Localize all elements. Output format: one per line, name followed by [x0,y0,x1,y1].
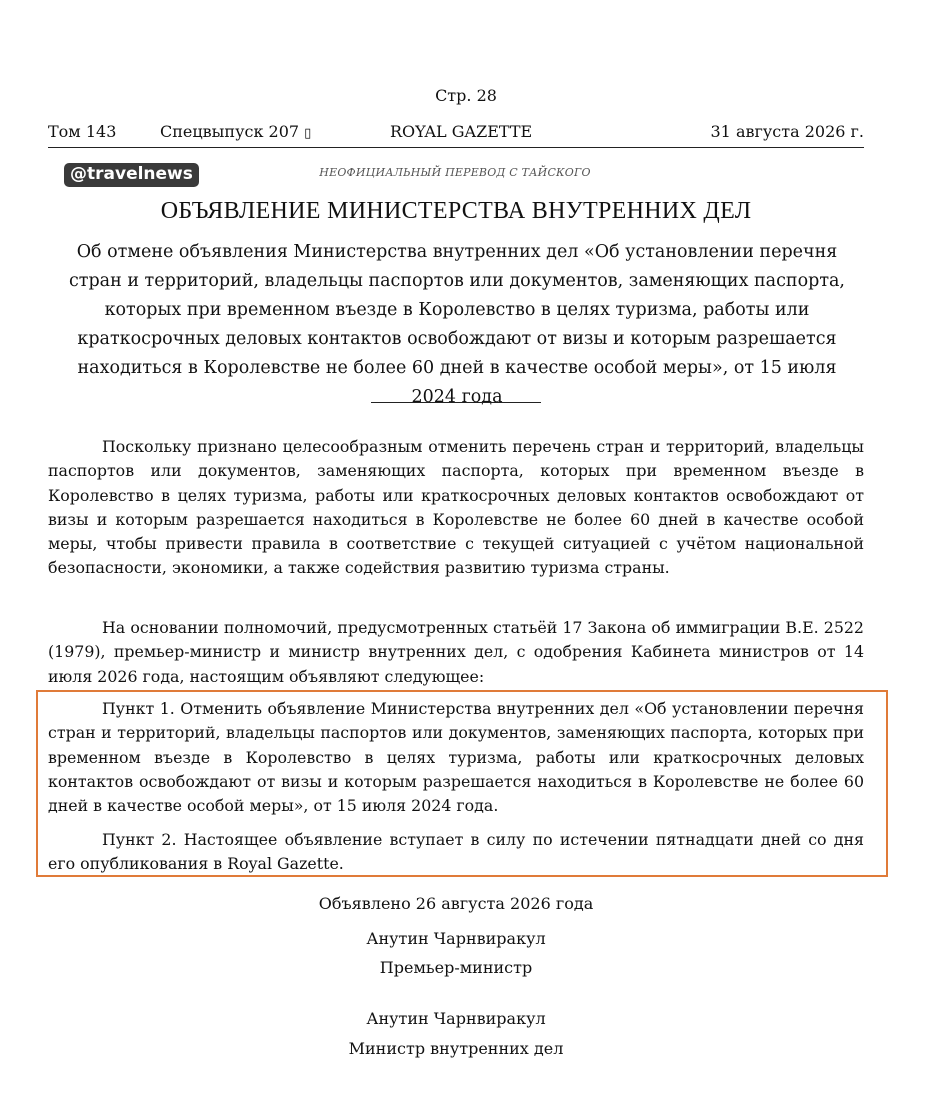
signatory-2-name: Анутин Чарнвиракул [366,1009,546,1028]
point-1 [48,697,864,818]
subtitle-underline [371,402,541,403]
authority-paragraph [48,616,864,689]
preamble-paragraph [48,435,864,581]
gazette-name: ROYAL GAZETTE [390,122,533,141]
point-2 [48,828,864,877]
paragraph-2: На основании полномочий, предусмотренных статьёй 17 Закона об иммиграции B.E. 2522 (1979), премьер-министр и министр внутренних дел, с одобрения Кабинета министров от 14 июля 2026 года, настоящим объявляют следующее: [48,618,864,686]
gazette-date: 31 августа 2026 г. [710,122,864,141]
point-2-text: Пункт 2. Настоящее объявление вступает в силу по истечении пятнадцати дней со дня его опубликования в Royal Gazette. [48,830,864,874]
unofficial-translation-note: НЕОФИЦИАЛЬНЫЙ ПЕРЕВОД С ТАЙСКОГО [319,166,591,179]
signatory-2-role: Министр внутренних дел [348,1039,564,1058]
volume-label: Том 143 [48,122,117,141]
missing-glyph-icon: ▯ [304,126,312,141]
document-subtitle: Об отмене объявления Министерства внутренних дел «Об установлении перечня стран и территорий, владельцы паспортов или документов, заменяющих паспорта, которых при временном въезде в Королевство в целях туризма, работы или краткосрочных деловых контактов освобождают от визы и которым разрешается находиться в Королевстве не более 60 дней в качестве особой меры», от 15 июля 2024 года [68,242,845,407]
header-divider [48,147,864,148]
watermark-badge: @travelnews [64,163,199,187]
document-title: ОБЪЯВЛЕНИЕ МИНИСТЕРСТВА ВНУТРЕННИХ ДЕЛ [160,198,752,224]
gazette-header [48,122,864,144]
issue-label [160,122,311,141]
signatory-1-name: Анутин Чарнвиракул [366,929,546,948]
paragraph-1: Поскольку признано целесообразным отменить перечень стран и территорий, владельцы паспортов или документов, заменяющих паспорта, которых при временном въезде в Королевство в целях туризма, работы или краткосрочных деловых контактов освобождают от визы и которым разрешается находиться в Королевстве не более 60 дней в качестве особой меры, чтобы привести правила в соответствие с текущей ситуацией с учётом национальной безопасности, экономики, а также содействия развитию туризма страны. [48,437,864,578]
signatory-1-role: Премьер-министр [379,958,533,977]
issue-text: Спецвыпуск 207 [160,122,305,141]
announced-date: Объявлено 26 августа 2026 года [318,894,594,913]
page-number: Стр. 28 [435,86,497,105]
point-1-text: Пункт 1. Отменить объявление Министерства внутренних дел «Об установлении перечня стран и территорий, владельцы паспортов или документов, заменяющих паспорта, которых при временном въезде в Королевство в целях туризма, работы или краткосрочных деловых контактов освобождают от визы и которым разрешается находиться в Королевстве не более 60 дней в качестве особой меры», от 15 июля 2024 года. [48,699,864,816]
